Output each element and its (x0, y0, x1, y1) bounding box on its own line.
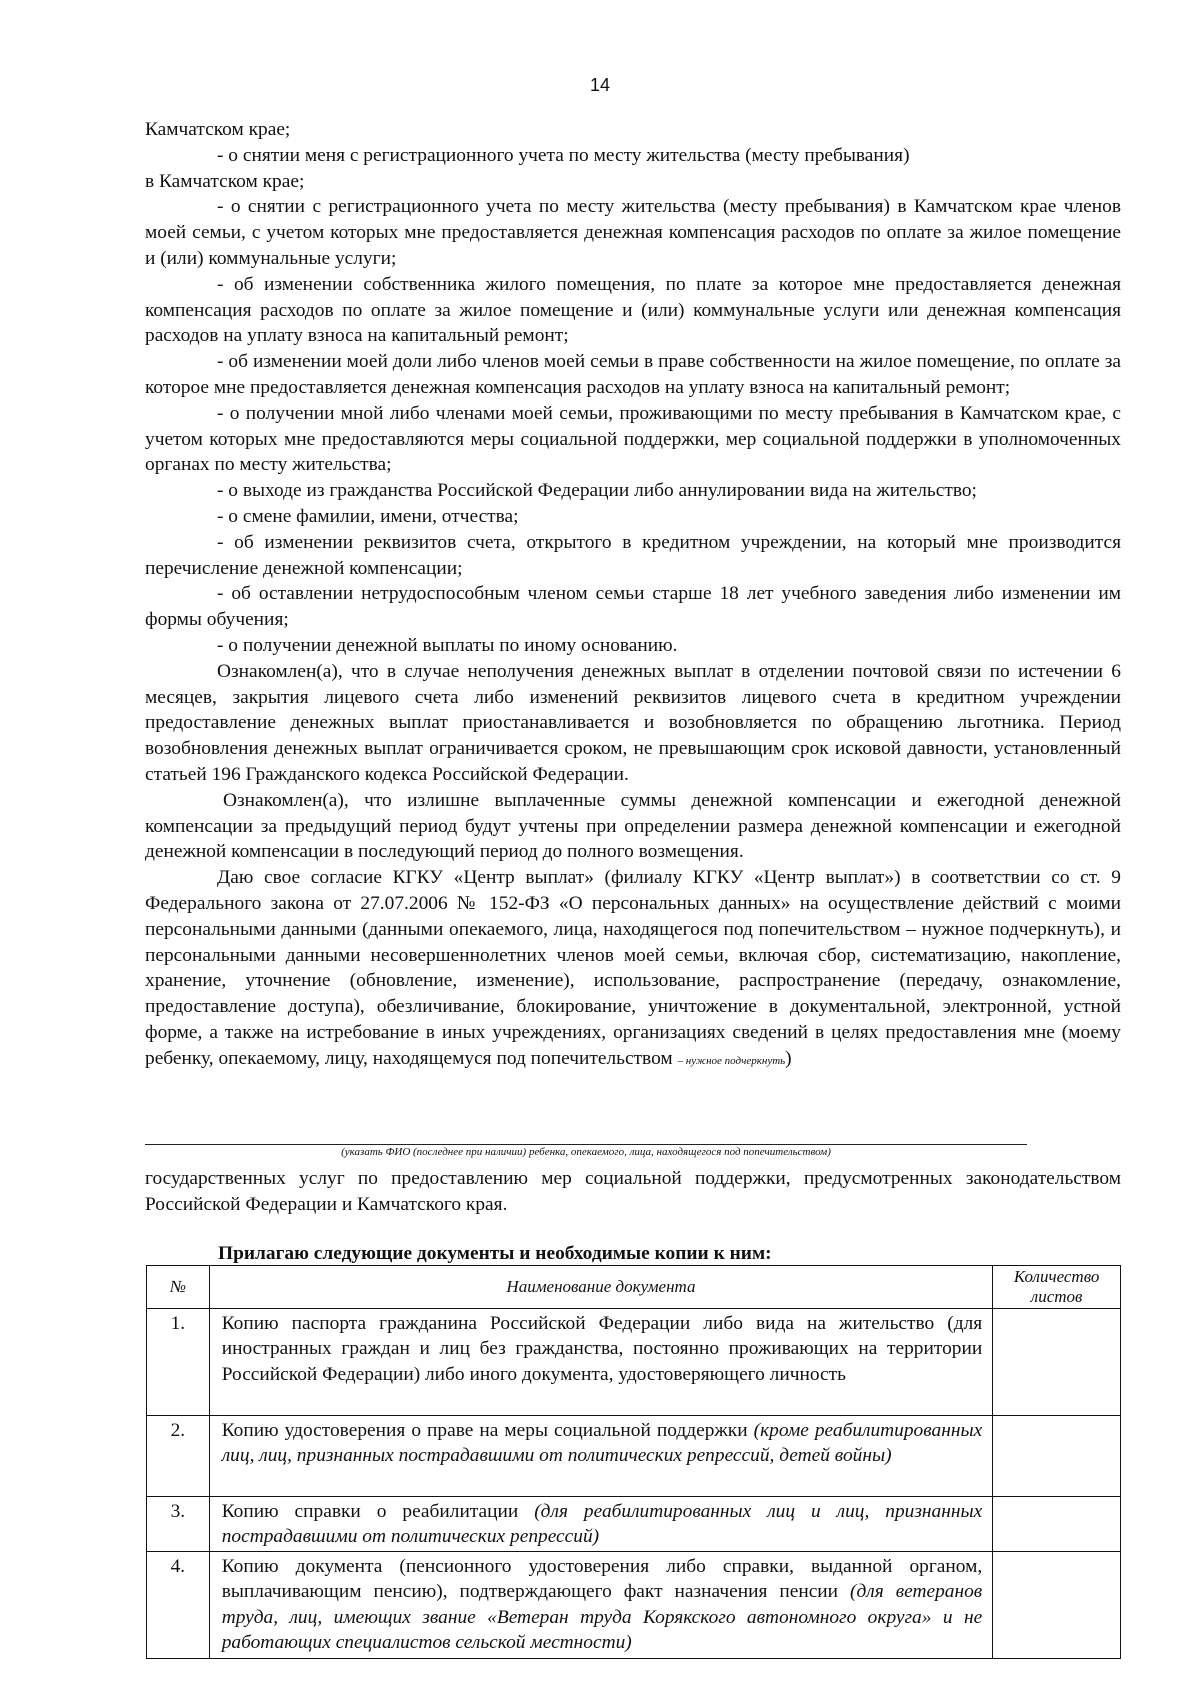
paragraph: - об изменении реквизитов счета, открытого в кредитном учреждении, на который мне производится перечисление денежной компенсации; (145, 531, 1121, 579)
paragraph: Ознакомлен(а), что излишне выплаченные суммы денежной компенсации и ежегодной денежной компенсации за предыдущий период будут учтены при определении размера денежной компенсации и ежегодной денежной компенсации в последующий период до полного возмещения. (145, 789, 1121, 863)
attachments-title: Прилагаю следующие документы и необходимые копии к ним: (218, 1243, 772, 1264)
row-text: Копию справки о реабилитации (221, 1501, 535, 1522)
row-count (993, 1309, 1121, 1416)
paragraph: - об оставлении нетрудоспособным членом семьи старше 18 лет учебного заведения либо изменении им формы обучения; (145, 583, 1121, 631)
table-row (147, 1309, 1121, 1416)
paragraph: - об изменении моей доли либо членов моей семьи в праве собственности на жилое помещение, по оплате за которое мне предоставляется денежная компенсация расходов на уплату взноса на капитальный ремонт; (145, 351, 1121, 398)
row-name (209, 1416, 993, 1497)
paragraph: - о получении денежной выплаты по иному основанию. (217, 634, 678, 656)
row-name (209, 1309, 993, 1416)
header-num: № (147, 1266, 210, 1309)
row-num: 4. (147, 1552, 210, 1659)
row-italic-text: (для ветеранов труда, лиц, имеющих звание «Ветеран труда Корякского автономного округа» и не работающих специалистов сельской местности) (221, 1581, 983, 1654)
table-row (147, 1552, 1121, 1659)
paragraph: - о смене фамилии, имени, отчества; (217, 505, 519, 527)
row-num: 3. (147, 1497, 210, 1552)
consent-paragraph (145, 865, 1121, 1074)
row-count (993, 1552, 1121, 1659)
consent-close: ) (785, 1047, 792, 1069)
signature-block (145, 1144, 1121, 1159)
paragraph: - о получении мной либо членами моей семьи, проживающими по месту пребывания в Камчатском крае, с учетом которых мне предоставляются меры социальной поддержки, мер социальной поддержки в уполномоченных органах по месту жительства; (145, 402, 1121, 476)
row-text: Копию документа (пенсионного удостоверения либо справки, выданной органом, выплачивающим пенсию), подтверждающего факт назначения пенсии (221, 1556, 983, 1603)
paragraph: - о снятии меня с регистрационного учета по месту жительства (месту пребывания) (217, 144, 910, 166)
paragraph: - о снятии с регистрационного учета по месту жительства (месту пребывания) в Камчатском крае членов моей семьи, с учетом которых мне предоставляется денежная компенсация расходов по оплате за жилое помещение и (или) коммунальные услуги; (145, 196, 1121, 269)
after-signature-text (145, 1166, 1121, 1218)
header-count: Количество листов (993, 1266, 1121, 1309)
row-name (209, 1497, 993, 1552)
header-name: Наименование документа (209, 1266, 993, 1309)
paragraph: в Камчатском крае; (145, 170, 305, 192)
paragraph: Камчатском крае; (145, 119, 291, 140)
table-header-row (147, 1266, 1121, 1309)
paragraph: - о выходе из гражданства Российской Федерации либо аннулировании вида на жительство; (217, 480, 977, 502)
row-num: 2. (147, 1416, 210, 1497)
table-row (147, 1497, 1121, 1552)
row-name (209, 1552, 993, 1659)
document-body (145, 117, 1121, 1074)
consent-note: – нужное подчеркнуть (677, 1054, 786, 1067)
row-italic-text: (кроме реабилитированных лиц, лиц, признанных пострадавшими от политических репрессий, детей войны) (221, 1420, 983, 1467)
row-text: Копию удостоверения о праве на меры социальной поддержки (221, 1420, 754, 1441)
paragraph: государственных услуг по предоставлению мер социальной поддержки, предусмотренных законодательством Российской Федерации и Камчатского края. (145, 1168, 1121, 1215)
paragraph: - об изменении собственника жилого помещения, по плате за которое мне предоставляется денежная компенсация расходов по оплате за жилое помещение и (или) коммунальные услуги или денежная компенсация расходов на уплату взноса на капитальный ремонт; (145, 273, 1121, 347)
row-italic-text: (для реабилитированных лиц и лиц, признанных пострадавшими от политических репрессий) (221, 1501, 983, 1548)
row-text: Копию паспорта гражданина Российской Федерации либо вида на жительство (для иностранных граждан и лиц без гражданства, постоянно проживающих на территории Российской Федерации) либо иного документа, удостоверяющего личность (221, 1313, 983, 1385)
table-row (147, 1416, 1121, 1497)
page-number: 14 (589, 75, 611, 95)
consent-text: Даю свое согласие КГКУ «Центр выплат» (филиалу КГКУ «Центр выплат») в соответствии со ст. 9 Федерального закона от 27.07.2006 № 152-ФЗ «О персональных данных» на осуществление действий с моими персональными данными (данными опекаемого, лица, находящегося под попечительством – нужное подчеркнуть), и персональными данными несовершеннолетних членов моей семьи, включая сбор, систематизацию, накопление, хранение, уточнение (обновление, изменение), использование, распространение (передачу, ознакомление, предоставление доступа), обезличивание, блокирование, уничтожение в документальной, электронной, устной форме, а также на истребование в иных учреждениях, организациях сведений в целях предоставления мне (моему ребенку, опекаемому, лицу, находящемуся под попечительством (145, 867, 1121, 1069)
row-count (993, 1416, 1121, 1497)
row-num: 1. (147, 1309, 210, 1416)
signature-caption: (указать ФИО (последнее при наличии) ребенка, опекаемого, лица, находящегося под попечительством) (341, 1146, 831, 1158)
documents-table (146, 1265, 1121, 1659)
row-count (993, 1497, 1121, 1552)
paragraph: Ознакомлен(а), что в случае неполучения денежных выплат в отделении почтовой связи по истечении 6 месяцев, закрытия лицевого счета либо изменений реквизитов лицевого счета в кредитном учреждении предоставление денежных выплат приостанавливается и возобновляется по обращению льготника. Период возобновления денежных выплат ограничивается сроком, не превышающим срок исковой давности, установленный статьей 196 Гражданского кодекса Российской Федерации. (145, 660, 1121, 785)
